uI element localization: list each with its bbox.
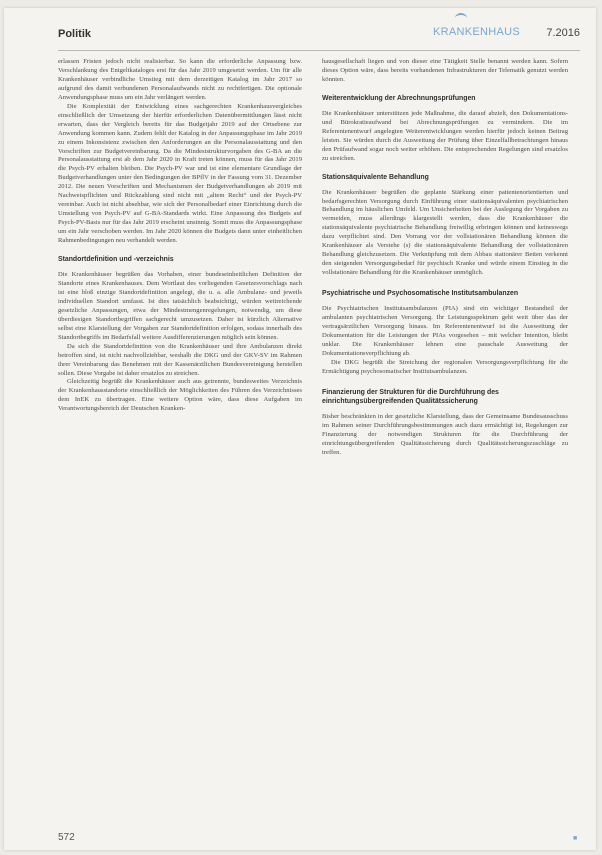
- section-heading: Finanzierung der Strukturen für die Durchführung des einrichtungsübergreifenden Qualitätssicherung: [322, 388, 499, 405]
- article-end-mark: ■: [573, 834, 578, 842]
- section-heading: Stationsäquivalente Behandlung: [322, 173, 429, 181]
- paragraph: Da sich die Standortdefinition von die Krankenhäuser und ihre Ambulanzen direkt betroffen sind, ist nicht nachvollziehbar, weshalb die DKG und der GKV-SV im Rahmen ihrer Vereinbarung das Benehmen mit der Kassenärztlichen Bundesvereinigung herstellen sollen. Diese Vorgabe ist daher ersatzlos zu streichen.: [58, 342, 302, 377]
- logo-text: KRANKENHAUS: [432, 26, 520, 38]
- paragraph: Die Komplexität der Entwicklung eines sachgerechten Krankenhausvergleiches einschließlich der Umsetzung der hierfür erforderlichen Datenübermittlungen lässt nicht erwarten, dass der Vergleich bereits für das Budgetjahr 2019 auf der Ortsebene zur Anwendung kommen kann. Zudem fehlt der Katalog in der Anpassungsphase im Jahr 2019 zu einem Inkonsistenz zwischen den Anforderungen an die Personalausstattung und den Vorschriften zur Budgetvereinbarung. Da die Mindeststrukturvorgaben des G-BA an die Personalausstattung erst ab dem Jahr 2020 in Kraft treten können, muss für das Jahr 2019 die Psych-PV erhalten bleiben. Die Psych-PV war und ist eine elementare Grundlage der Budgetverhandlungen unter den Bedingungen der BPflV in der Fassung vom 31. Dezember 2012. Die neuen Vorschriften und Mechanismen der Budgetverhandlungen ab 2019 mit Nachweispflichten und Rückzahlung sind nicht mit „altem Recht“ und der Psych-PV vereinbar. Auch ist nicht absehbar, wie sich der Personalbedarf einer Einrichtung durch die Umstellung von Psych-PV auf G-BA-Standards wirkt. Eine Anpassung des Budgets auf Psych-PV-Basis nur für das Jahr 2019 erscheint unsinnig. Somit muss die Anpassungsphase um ein Jahr verschoben werden. Im Jahr 2020 können die Budgets dann unter einheitlichen Rahmenbedingungen neu verhandelt werden.: [58, 102, 302, 245]
- paragraph: Die Krankenhäuser begrüßen das Vorhaben, einer bundeseinheitlichen Definition der Standorte eines Krankenhauses. Dem Wortlaut des vorliegenden Gesetzesvorschlags nach ist eine bloß einzige Standortdefinition angelegt, die u. a. alle Ambulanz- und jeweils individuellen Standort umfasst. Ist dies tatsächlich beabsichtigt, würden weitreichende gesetzliche Anpassungen, etwa der Mindestmengenregelungen, notwendig, um diese überdiesigen Standortbegriffen sachgerecht umzusetzen. Daher ist kürzlich Alternative selbst eine Klarstellung der Vorgaben zur Standortdefinition erfolgen, sodass innerhalb des Standortbegriffs im Bedarfsfall weitere Ausdifferenzierungen möglich sein können.: [58, 271, 302, 341]
- issue-number: 7.2016: [546, 27, 580, 39]
- right-column: [322, 58, 568, 458]
- magazine-logo: [432, 22, 520, 38]
- section-heading: Psychiatrische und Psychosomatische Institutsambulanzen: [322, 290, 519, 298]
- page-number: 572: [58, 832, 75, 843]
- paragraph: Die DKG begrüßt die Streichung der regionalen Versorgungsverpflichtung für die Ermächtigung psychosomatischer Institutsambulanzen.: [322, 358, 568, 375]
- header-rule: [58, 50, 580, 51]
- paragraph: Die Psychiatrischen Institutsambulanzen (PIA) sind ein wichtiger Bestandteil der ambulanten psychiatrischen Versorgung. Ihr Leistungsspektrum geht weit über das der vertragsärztlichen Versorgung hinaus. Im Referentenentwurf ist die Ausweitung der Dokumentation für die Leistungen der PIAs vorgesehen – mit welcher Intention, bleibt unklar. Die Krankenhäuser lehnen eine pauschale Ausweitung der Dokumentationsverpflichtung ab.: [322, 305, 568, 357]
- paragraph: Bisher beschränkten in der gesetzliche Klarstellung, dass der Gemeinsame Bundesausschuss im Rahmen seiner Durchführungsbestimmungen auch dazu ermächtigt ist, Regelungen zur Finanzierung der notwendigen Strukturen für die Durchführung der einrichtungsübergreifenden Qualitätssicherung durch Qualitätssicherungszuschläge zu treffen.: [322, 412, 568, 456]
- paragraph: Gleichzeitig begrüßt die Krankenhäuser auch aus getrennte, bundesweites Verzeichnis der Krankenhausstandorte einschließlich der Möglichkeiten des Führen des Verzeichnisses dem InEK zu übertragen. Eine weitere Option wäre, dass diese Aufgaben im Verantwortungsbereich der Deutschen Kranken-: [58, 378, 302, 413]
- paragraph: erlassen Fristen jedoch nicht realisierbar. So kann die erforderliche Anpassung bzw. Verschlankung des Entgeltkataloges erst für das Jahr 2019 umgesetzt werden. Um für alle Krankenhäuser verbindliche Umstieg mit dem derzeitigen Katalog im Jahr 2017 so aufgrund des damit verbundenen Personalaufwands nicht zu rechtfertigen. Die optionale Anwendungsphase muss um ein Jahr verlängert werden.: [58, 58, 302, 101]
- logo-arc-icon: [455, 13, 467, 23]
- section-heading: Weiterentwicklung der Abrechnungsprüfungen: [322, 94, 476, 102]
- paragraph: Die Krankenhäuser unterstützen jede Maßnahme, die darauf abzielt, den Dokumentations- und Bürokratieaufwand bei Abrechnungsprüfungen zu vermindern. Die im Referentenentwurf angelegten Weiterentwicklungen werden hierfür jedoch keinen Beitrag leisten. Sie würden durch die Ausweitung der Prüfung über Einzelfallbetrachtungen hinaus den Prüfaufwand sogar noch weiter erhöhen. Die entsprechenden Regelungen sind ersatzlos zu streichen.: [322, 109, 568, 162]
- paragraph: hausgesellschaft liegen und von dieser eine Tätigkeit Stelle benannt werden kann. Sofern dieses Option wäre, dass bereits vorhandenen Infrastrukturen der Telematik genutzt werden könnten.: [322, 58, 568, 83]
- left-column: [58, 58, 302, 414]
- paragraph: Die Krankenhäuser begrüßen die geplante Stärkung einer patientenorientierten und bedarfsgerechten Versorgung durch Einführung einer stationsäquivalenten psychiatrischen Behandlung im häuslichen Umfeld. Um Unsicherheiten bei der Auslegung der Vorgaben zu vermeiden, muss allerdings klargestellt werden, dass die Krankenhäuser die stationsäquivalente psychiatrische Behandlung freiwillig erbringen können und keineswegs dazu verpflichtet sind. Den Vorrang vor der vollstationären Behandlung können die Krankenhäuser als Verstehe (s) die stationsäquivalente Behandlung der vollstationären Behandlung gleichzusetzen. Die Verknüpfung mit dem Abbau stationärer Betten verkennt den steigenden Versorgungsbedarf für psychisch Kranke und würde einem Einstieg in die vollstationäre Behandlung für die Krankenhäuser unmöglich.: [322, 188, 568, 277]
- page-header: [58, 22, 580, 44]
- section-label: Politik: [58, 28, 92, 40]
- section-heading: Standortdefinition und -verzeichnis: [58, 256, 174, 264]
